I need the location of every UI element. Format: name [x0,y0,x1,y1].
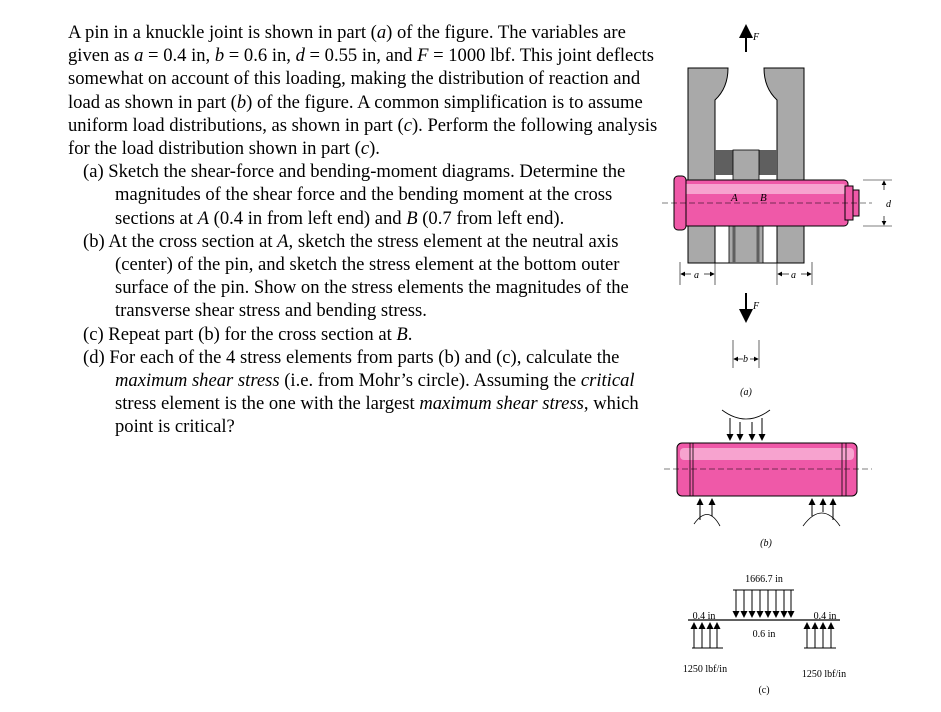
dim-a-right-label: a [791,270,796,281]
question-c: (c) Repeat part (b) for the cross section at B. [83,323,413,345]
right-load-label: 1250 lbf/in [801,669,847,680]
knuckle-joint-figure [660,0,940,712]
question-list [68,160,658,438]
question-a: (a) Sketch the shear-force and bending-moment diagrams. Determine the magnitudes of the shear force and the bending moment at the cross sections at A (0.4 in from left end) and B (0.7 from left end). [83,161,626,229]
center-length-label: 0.6 in [752,629,776,640]
force-label-bottom: F [753,301,760,312]
dim-a-left-label: a [694,270,699,281]
left-length-label: 0.4 in [692,611,716,622]
caption-c: (c) [758,685,770,696]
knuckle-eye [733,150,759,180]
dim-d-label: d [886,199,891,210]
question-b: (b) At the cross section at A, sketch the stress element at the neutral axis (center) of the pin, and sketch the stress element at the bottom outer surface of the pin. Show on the stress elements the magnitudes of the transverse shear stress and bending stress. [83,230,629,322]
point-b-label: B [760,192,767,204]
part-b-drawing [664,410,872,549]
question-d: (d) For each of the 4 stress elements from parts (b) and (c), calculate the maximum shear stress (i.e. from Mohr’s circle). Assuming the critical stress element is the one with the largest maximum shear stress, which point is critical? [83,346,639,438]
dim-b-label: b [743,354,748,365]
center-load-label: 1666.7 in [745,574,783,585]
caption-a: (a) [740,387,752,398]
problem-statement [68,21,658,439]
problem-intro: A pin in a knuckle joint is shown in part (a) of the figure. The variables are given as a = 0.4 in, b = 0.6 in, d = 0.55 in, and F = 1000 lbf. This joint deflects somewhat on account of this loading, making the distribution of reaction and load as shown in part (b) of the figure. A common simplification is to assume uniform load distributions, as shown in part (c). Perform the following analysis for the load distribution shown in part (c). [68,22,658,160]
right-length-label: 0.4 in [813,611,837,622]
part-a-drawing [662,26,892,398]
point-a-label: A [731,192,738,204]
caption-b: (b) [760,538,772,549]
left-load-label: 1250 lbf/in [682,664,728,675]
force-label-top: F [753,32,760,43]
part-c-drawing [683,574,846,696]
